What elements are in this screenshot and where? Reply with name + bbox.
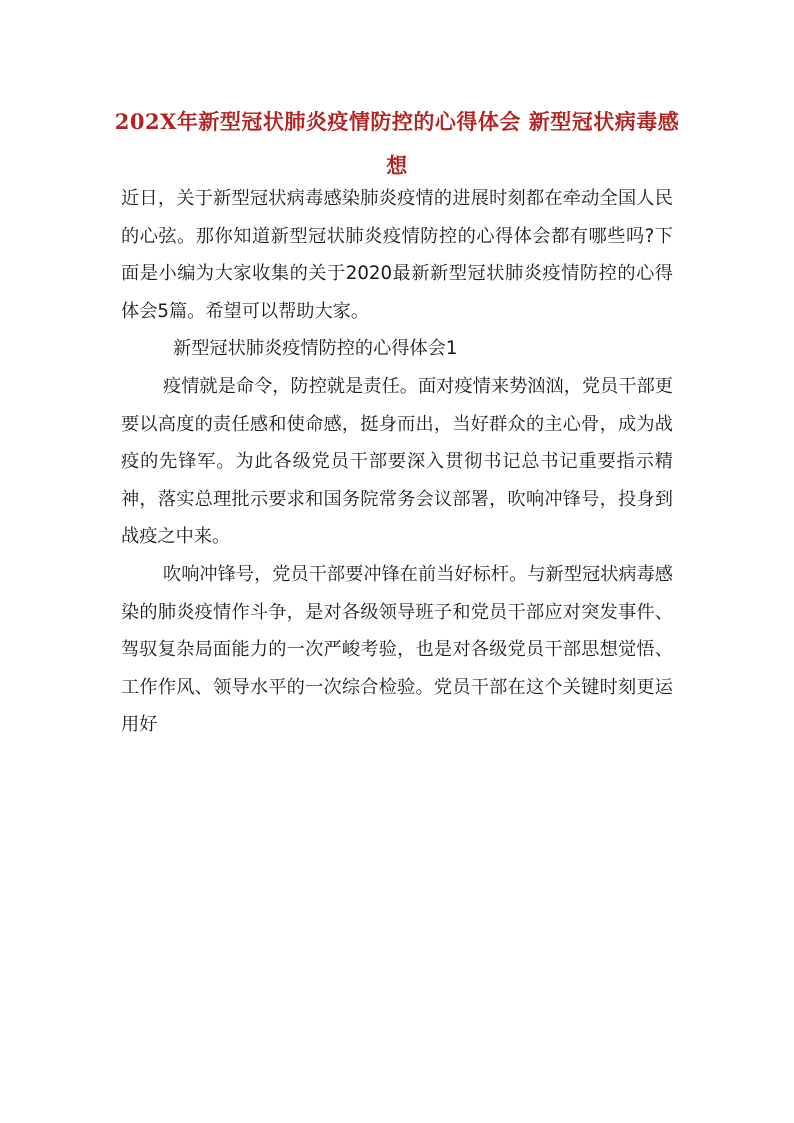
intro-paragraph: 近日，关于新型冠状病毒感染肺炎疫情的进展时刻都在牵动全国人民的心弦。那你知道新型冠状肺炎疫情防控的心得体会都有哪些吗?下面是小编为大家收集的关于2020最新新型冠状肺炎疫情防控的心得体会5篇。希望可以帮助大家。 <box>121 188 673 322</box>
document-body <box>121 180 673 744</box>
document-title: 202X年新型冠状肺炎疫情防控的心得体会 新型冠状病毒感想 <box>114 109 680 178</box>
section-heading: 新型冠状肺炎疫情防控的心得体会1 <box>173 338 458 360</box>
body-paragraph: 疫情就是命令，防控就是责任。面对疫情来势汹汹，党员干部更要以高度的责任感和使命感，挺身而出，当好群众的主心骨，成为战疫的先锋军。为此各级党员干部要深入贯彻书记总书记重要指示精神，落实总理批示要求和国务院常务会议部署，吹响冲锋号，投身到战疫之中来。 <box>121 375 673 548</box>
body-paragraph: 吹响冲锋号，党员干部要冲锋在前当好标杆。与新型冠状病毒感染的肺炎疫情作斗争，是对各级领导班子和党员干部应对突发事件、驾驭复杂局面能力的一次严峻考验，也是对各级党员干部思想觉悟、工作作风、领导水平的一次综合检验。党员干部在这个关键时刻更运用好 <box>121 563 673 736</box>
